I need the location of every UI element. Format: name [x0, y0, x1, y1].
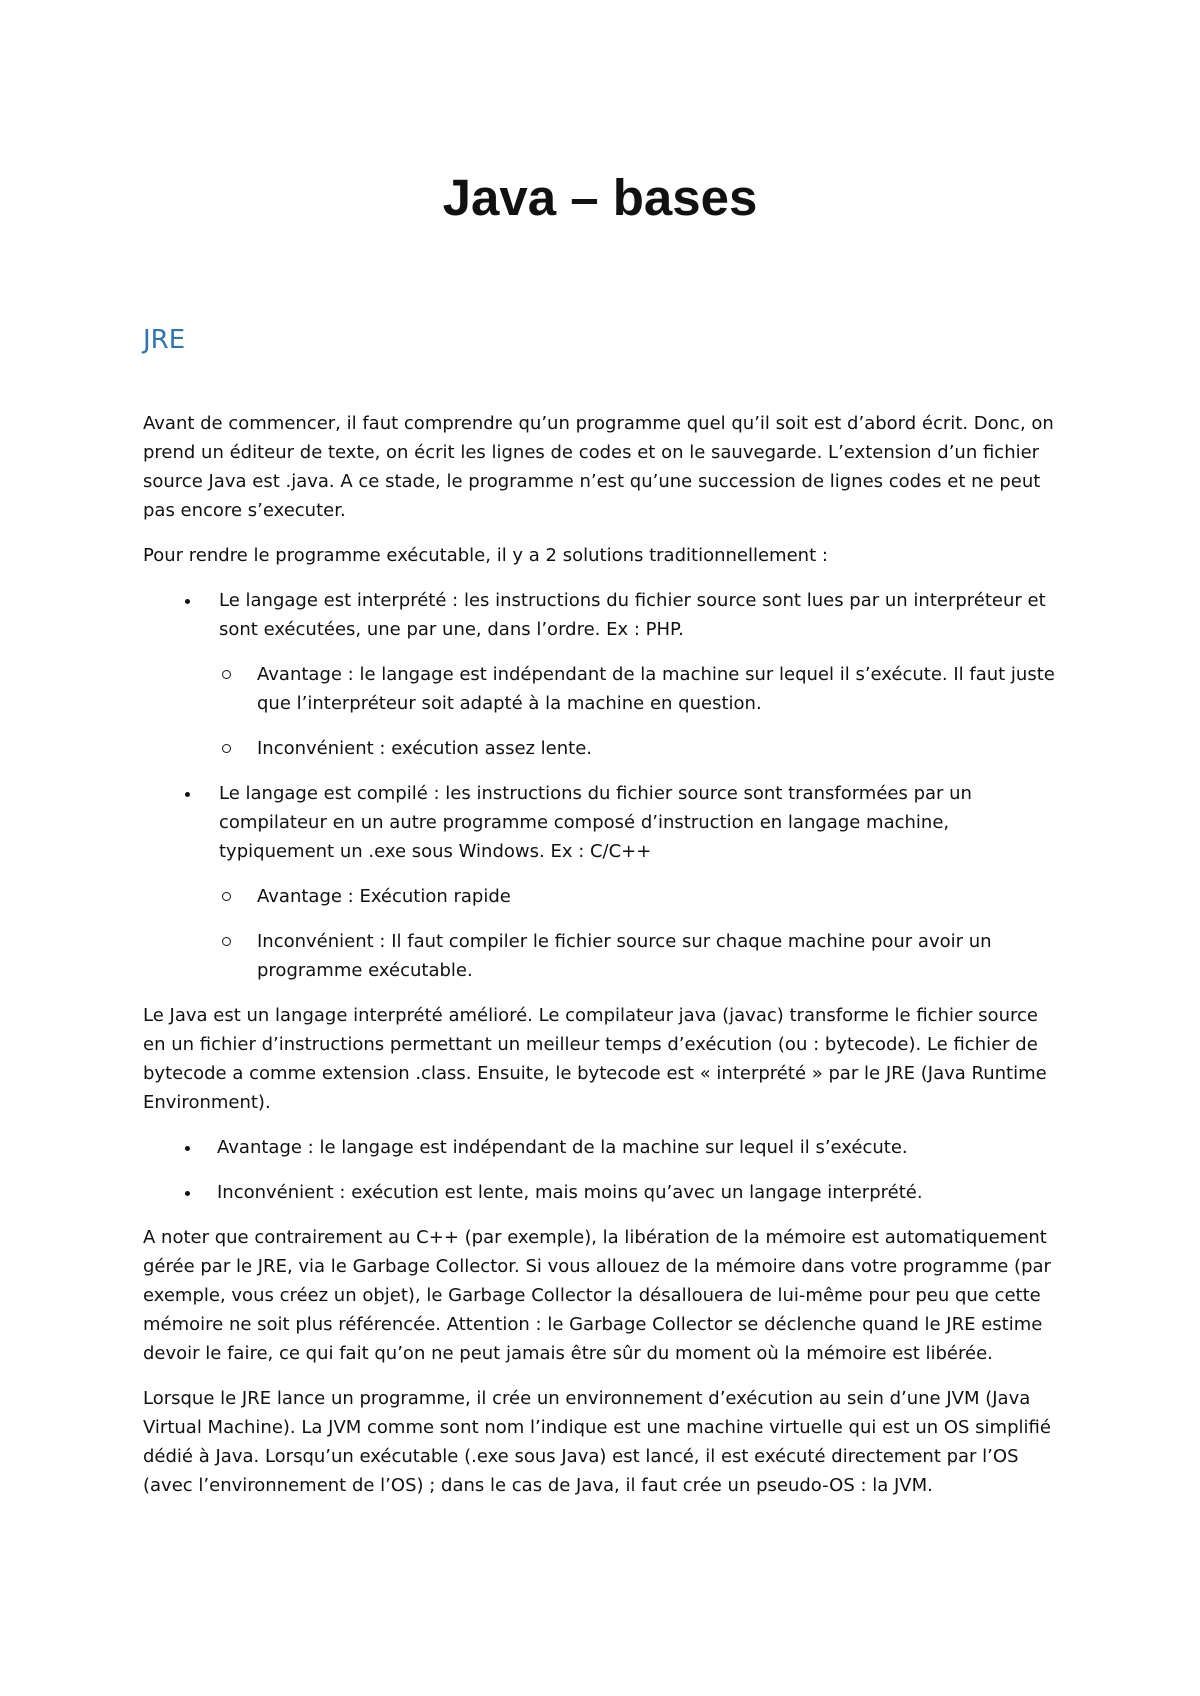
bullet-icon: [185, 792, 190, 797]
circle-bullet-icon: [222, 670, 231, 679]
sublist-item-text: Inconvénient : exécution assez lente.: [257, 738, 593, 759]
sublist-item: [219, 734, 1065, 763]
sublist-item-text: Avantage : le langage est indépendant de la machine sur lequel il s’exécute. Il faut juste que l’interpréteur soit adapté à la machine en question.: [257, 664, 1055, 714]
paragraph-intro: Avant de commencer, il faut comprendre qu’un programme quel qu’il soit est d’abord écrit. Donc, on prend un éditeur de texte, on écrit les lignes de codes et on le sauvegarde. L’extension d’un fichier source Java est .java. A ce stade, le programme n’est qu’une succession de lignes codes et ne peut pas encore s’executer.: [143, 413, 1054, 521]
list-item-compiled: [143, 779, 1065, 985]
list-item-text: Le langage est interprété : les instructions du fichier source sont lues par un interpréteur et sont exécutées, une par une, dans l’ordre. Ex : PHP.: [219, 590, 1046, 640]
sublist-compiled: [219, 882, 1065, 985]
bullet-icon: [185, 1146, 190, 1151]
sublist-item: [219, 660, 1065, 718]
section-heading-jre: JRE: [143, 325, 186, 355]
paragraph-java: Le Java est un langage interprété amélioré. Le compilateur java (javac) transforme le fichier source en un fichier d’instructions permettant un meilleur temps d’exécution (ou : bytecode). Le fichier de bytecode a comme extension .class. Ensuite, le bytecode est « interprété » par le JRE (Java Runtime Environment).: [143, 1005, 1047, 1113]
sublist-interpreted: [219, 660, 1065, 763]
document-title: Java – bases: [442, 169, 758, 226]
list-item-text: Le langage est compilé : les instructions du fichier source sont transformées par un compilateur en un autre programme composé d’instruction en langage machine, typiquement un .exe sous Windows. Ex : C/C++: [219, 783, 972, 862]
bullet-icon: [185, 1191, 190, 1196]
document-body: [143, 409, 1065, 1516]
solutions-list: [143, 586, 1065, 985]
list-item-text: Inconvénient : exécution est lente, mais moins qu’avec un langage interprété.: [217, 1182, 923, 1203]
sublist-item: [219, 882, 1065, 911]
paragraph-solutions-intro: Pour rendre le programme exécutable, il y a 2 solutions traditionnellement :: [143, 545, 828, 566]
list-item-interpreted: [143, 586, 1065, 763]
list-item-java-drawback: [143, 1178, 1065, 1207]
paragraph-garbage-collector: A noter que contrairement au C++ (par exemple), la libération de la mémoire est automatiquement gérée par le JRE, via le Garbage Collector. Si vous allouez de la mémoire dans votre programme (par exemple, vous créez un objet), le Garbage Collector la désallouera de lui-même pour peu que cette mémoire ne soit plus référencée. Attention : le Garbage Collector se déclenche quand le JRE estime devoir le faire, ce qui fait qu’on ne peut jamais être sûr du moment où la mémoire est libérée.: [143, 1227, 1051, 1364]
list-item-java-advantage: [143, 1133, 1065, 1162]
circle-bullet-icon: [222, 744, 231, 753]
circle-bullet-icon: [222, 937, 231, 946]
paragraph-jvm: Lorsque le JRE lance un programme, il crée un environnement d’exécution au sein d’une JVM (Java Virtual Machine). La JVM comme sont nom l’indique est une machine virtuelle qui est un OS simplifié dédié à Java. Lorsqu’un exécutable (.exe sous Java) est lancé, il est exécuté directement par l’OS (avec l’environnement de l’OS) ; dans le cas de Java, il faut crée un pseudo-OS : la JVM.: [143, 1388, 1051, 1496]
list-item-text: Avantage : le langage est indépendant de la machine sur lequel il s’exécute.: [217, 1137, 908, 1158]
sublist-item-text: Inconvénient : Il faut compiler le fichier source sur chaque machine pour avoir un programme exécutable.: [257, 931, 992, 981]
java-points-list: [143, 1133, 1065, 1207]
circle-bullet-icon: [222, 892, 231, 901]
bullet-icon: [185, 599, 190, 604]
sublist-item-text: Avantage : Exécution rapide: [257, 886, 511, 907]
sublist-item: [219, 927, 1065, 985]
